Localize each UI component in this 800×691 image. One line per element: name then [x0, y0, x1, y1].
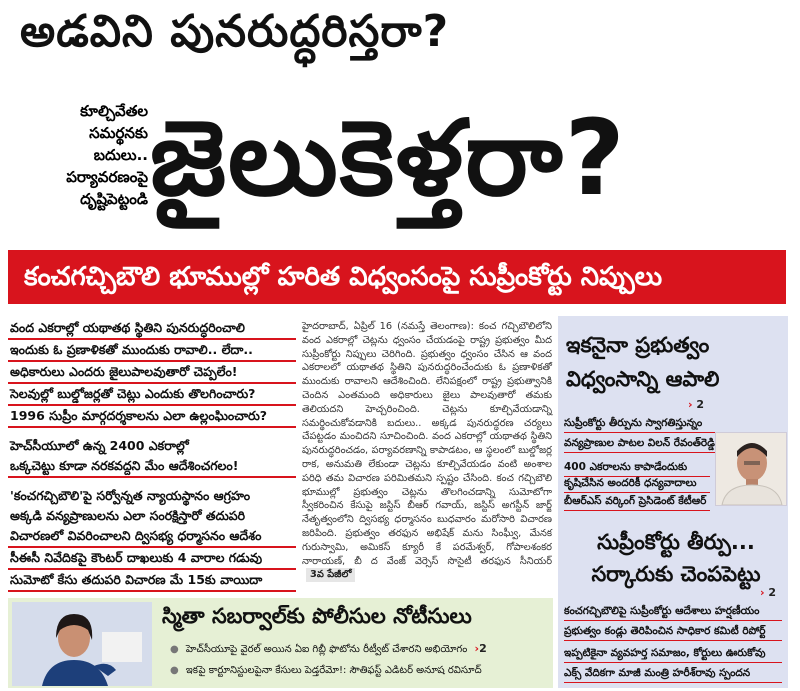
- page-ref-number: 2: [479, 642, 487, 655]
- page-ref-number: 2: [768, 586, 777, 599]
- person-photo-icon: [12, 602, 152, 686]
- key-point: ఒక్కచెట్టు కూడా నరకవద్దని మేం ఆదేశించగలం!: [8, 456, 296, 478]
- person-photo-icon: [716, 433, 786, 505]
- key-point: సెలవుల్లో బుల్డోజర్లతో చెట్లు ఎందుకు తొలగించారు?: [8, 384, 296, 406]
- bottom-story-item: [170, 664, 482, 678]
- article-text: హైదరాబాద్, ఏప్రిల్ 16 (నమస్తే తెలంగాణ): కంచ గచ్చిబౌలిలోని వంద ఎకరాల్లో చెట్లను ధ్వంసం చేయడంపై రాష్ట్ర ప్రభుత్వం మీద సుప్రీంకోర్టు నిప్పులు చెరిగింది. ప్రభుత్వం ధ్వంసం చేసిన ఆ వంద ఎకరాలలో యథాతథ స్థితిని పునరుద్ధరించేందుకు ఓ ప్రణాళికతో ముందుకు రావాలని ఆదేశించింది. లేనిపక్షంలో రాష్ట్ర ప్రభుత్వానికి చెందిన ఎంతమంది అధికారులు జైలు పాలవుతారో తమకు తెలియదని హెచ్చరించింది. చెట్లను కూల్చివేయడాన్ని సమర్థించుకోవడానికి బదులు.. అక్కడ పునరుద్ధరణ చర్యలు చేపట్టడం మంచిదని సూచించింది. వంద ఎకరాల్లో యథాతథ స్థితిని పునరుద్ధరించడం, పర్యావరణాన్ని కాపాడటం, ఆ స్థలంలో బుల్డోజర్ల రాక, అనుమతి లేకుండా చెట్లను కూల్చివేయడం వంటి అంశాల పరిధి తమ విచారణ పరిమితమని స్పష్టం చేసింది. కంచ గచ్చిబౌలి భూముల్లో ప్రభుత్వం చెట్లను తొలగించడాన్ని సుమోటోగా స్వీకరించిన కేసుపై జస్టిస్ బీఆర్ గవాయ్, జస్టిస్ అగస్టీన్ జార్జ్ నేతృత్వంలోని ద్విసభ్య ధర్మాసనం బుధవారం మరోసారి విచారణ జరిపింది. ప్రభుత్వం తరఫున అభిషేక్ మను సింఘ్వీ, మేనక గురుస్వామి, అమికస్ క్యూరీ కే పరమేశ్వర్, గోపాలశంకర నారాయణ్, బీ ద వేంజ్ వెర్సెస్ సొసైటీ తరఫున సీనియర్: [302, 321, 552, 567]
- key-point: అధికారులు ఎందరు జైలుపాలవుతారో చెప్పలేం!: [8, 362, 296, 384]
- bullet-dot-icon: ●: [170, 665, 179, 676]
- page-ref: [760, 586, 776, 599]
- side-note-line: బదులు..: [93, 146, 148, 164]
- page-ref: [475, 642, 487, 655]
- sidebar-item: ఎక్స్ వేదికగా మాజీ మంత్రి హరీశ్‌రావు స్పందన: [564, 666, 782, 683]
- sidebar-title: [566, 328, 782, 396]
- continued-link[interactable]: 3వ పేజీలో: [306, 568, 355, 582]
- key-point: విచారణలో వివరించాలని ద్విసభ్య ధర్మాసనం ఆదేశం: [8, 526, 296, 548]
- article-body: [302, 320, 552, 582]
- sidebar-title-line: విధ్వంసాన్ని ఆపాలి: [566, 367, 720, 391]
- bottom-story-item-text: హెచ్‌సీయూపై వైరల్ అయిన ఏఐ గిబ్లీ ఫొటోను రీట్వీట్ చేశారని అభియోగం: [185, 644, 468, 655]
- sidebar-item: కంచగచ్చిబౌలిపై సుప్రీంకోర్టు ఆదేశాలు హర్షణీయం: [564, 604, 782, 621]
- side-note-line: సమర్థనకు: [89, 124, 148, 142]
- key-point: ఇందుకు ఓ ప్రణాళికతో ముందుకు రావాలి.. లేదా..: [8, 340, 296, 362]
- sidebar-item: 400 ఎకరాలను కాపాడేందుకు: [564, 460, 710, 477]
- side-note-line: దృష్టిపెట్టండి: [80, 190, 148, 208]
- bottom-story-item-text: ఇకపై కార్టూనిస్టులపైనా కేసులు పెడ్తరేమో!: సౌతిఫస్ట్ ఎడిటర్ అనూష రవిసూద్: [185, 665, 482, 676]
- sidebar-item: వన్యప్రాణుల పాటల విలన్ రేవంత్‌రెడ్డి: [564, 436, 774, 453]
- sidebar-item: సుప్రీంకోర్టు తీర్పును స్వాగతిస్తున్నం: [564, 416, 780, 433]
- arrow-icon: ›: [474, 642, 480, 655]
- arrow-icon: ›: [688, 398, 693, 411]
- arrow-icon: ›: [760, 586, 765, 599]
- key-points-list: [8, 318, 296, 592]
- key-point: హెచ్‌సీయూలో ఉన్న 2400 ఎకరాల్లో: [10, 438, 189, 453]
- sidebar-item: ఇప్పటికైనా వ్యవహర్త సమాజం, కోర్టులు ఊరుకోవు: [564, 646, 782, 663]
- sidebar-title: [570, 526, 782, 590]
- sidebar-title-line: సుప్రీంకోర్టు తీర్పు...: [597, 530, 755, 554]
- headline-question: అడవిని పునరుద్ధరిస్తరా?: [20, 6, 450, 57]
- side-note-line: కూల్చివేతల: [80, 102, 148, 120]
- key-point: సీఈసీ నివేదికపై కౌంటర్ దాఖలుకు 4 వారాల గడువు: [8, 548, 296, 570]
- sidebar-item: బీఆర్‌ఎస్ వర్కింగ్ ప్రెసిడెంట్ కేటీఆర్: [564, 494, 710, 511]
- sidebar-title-line: ఇకనైనా ప్రభుత్వం: [566, 333, 710, 357]
- key-point: అక్కడి వన్యప్రాణులను ఎలా సంరక్షిస్తారో తదుపరి: [10, 508, 246, 523]
- sidebar-item: ప్రభుత్వం కండ్లు తెరిపించిన సాధికార కమిటీ రిపోర్ట్: [564, 624, 782, 641]
- sidebar-item: కృషిచేసిన అందరికీ ధన్యవాదాలు: [564, 476, 710, 493]
- page-ref-number: 2: [696, 398, 705, 411]
- bottom-story-title: స్మితా సబర్వాల్‌కు పోలీసుల నోటీసులు: [162, 604, 472, 628]
- sidebar-title-line: సర్కారుకు చెంపపెట్టు: [591, 562, 761, 586]
- side-note-line: పర్యావరణంపై: [66, 168, 148, 186]
- side-note: [8, 100, 148, 210]
- page-ref: [688, 398, 704, 411]
- key-point: 'కంచగచ్చిబౌలి'పై సర్వోన్నత న్యాయస్థానం ఆగ్రహం: [10, 488, 251, 503]
- key-point: 1996 సుప్రీం మార్గదర్శకాలను ఎలా ఉల్లంఘించారు?: [8, 406, 296, 428]
- key-point: సుమోటో కేసు తదుపరి విచారణ మే 15కు వాయిదా: [8, 570, 296, 592]
- bottom-story-item: [170, 642, 487, 657]
- main-headline: జైలుకెళ్తరా?: [150, 97, 627, 219]
- bullet-dot-icon: ●: [170, 644, 179, 655]
- smitha-photo: [12, 602, 152, 686]
- ktr-photo: [715, 432, 787, 506]
- key-point: వంద ఎకరాల్లో యథాతథ స్థితిని పునరుద్ధరించాలి: [8, 318, 296, 340]
- red-banner: కంచగచ్చిబౌలి భూముల్లో హరిత విధ్వంసంపై సుప్రీంకోర్టు నిప్పులు: [8, 250, 786, 304]
